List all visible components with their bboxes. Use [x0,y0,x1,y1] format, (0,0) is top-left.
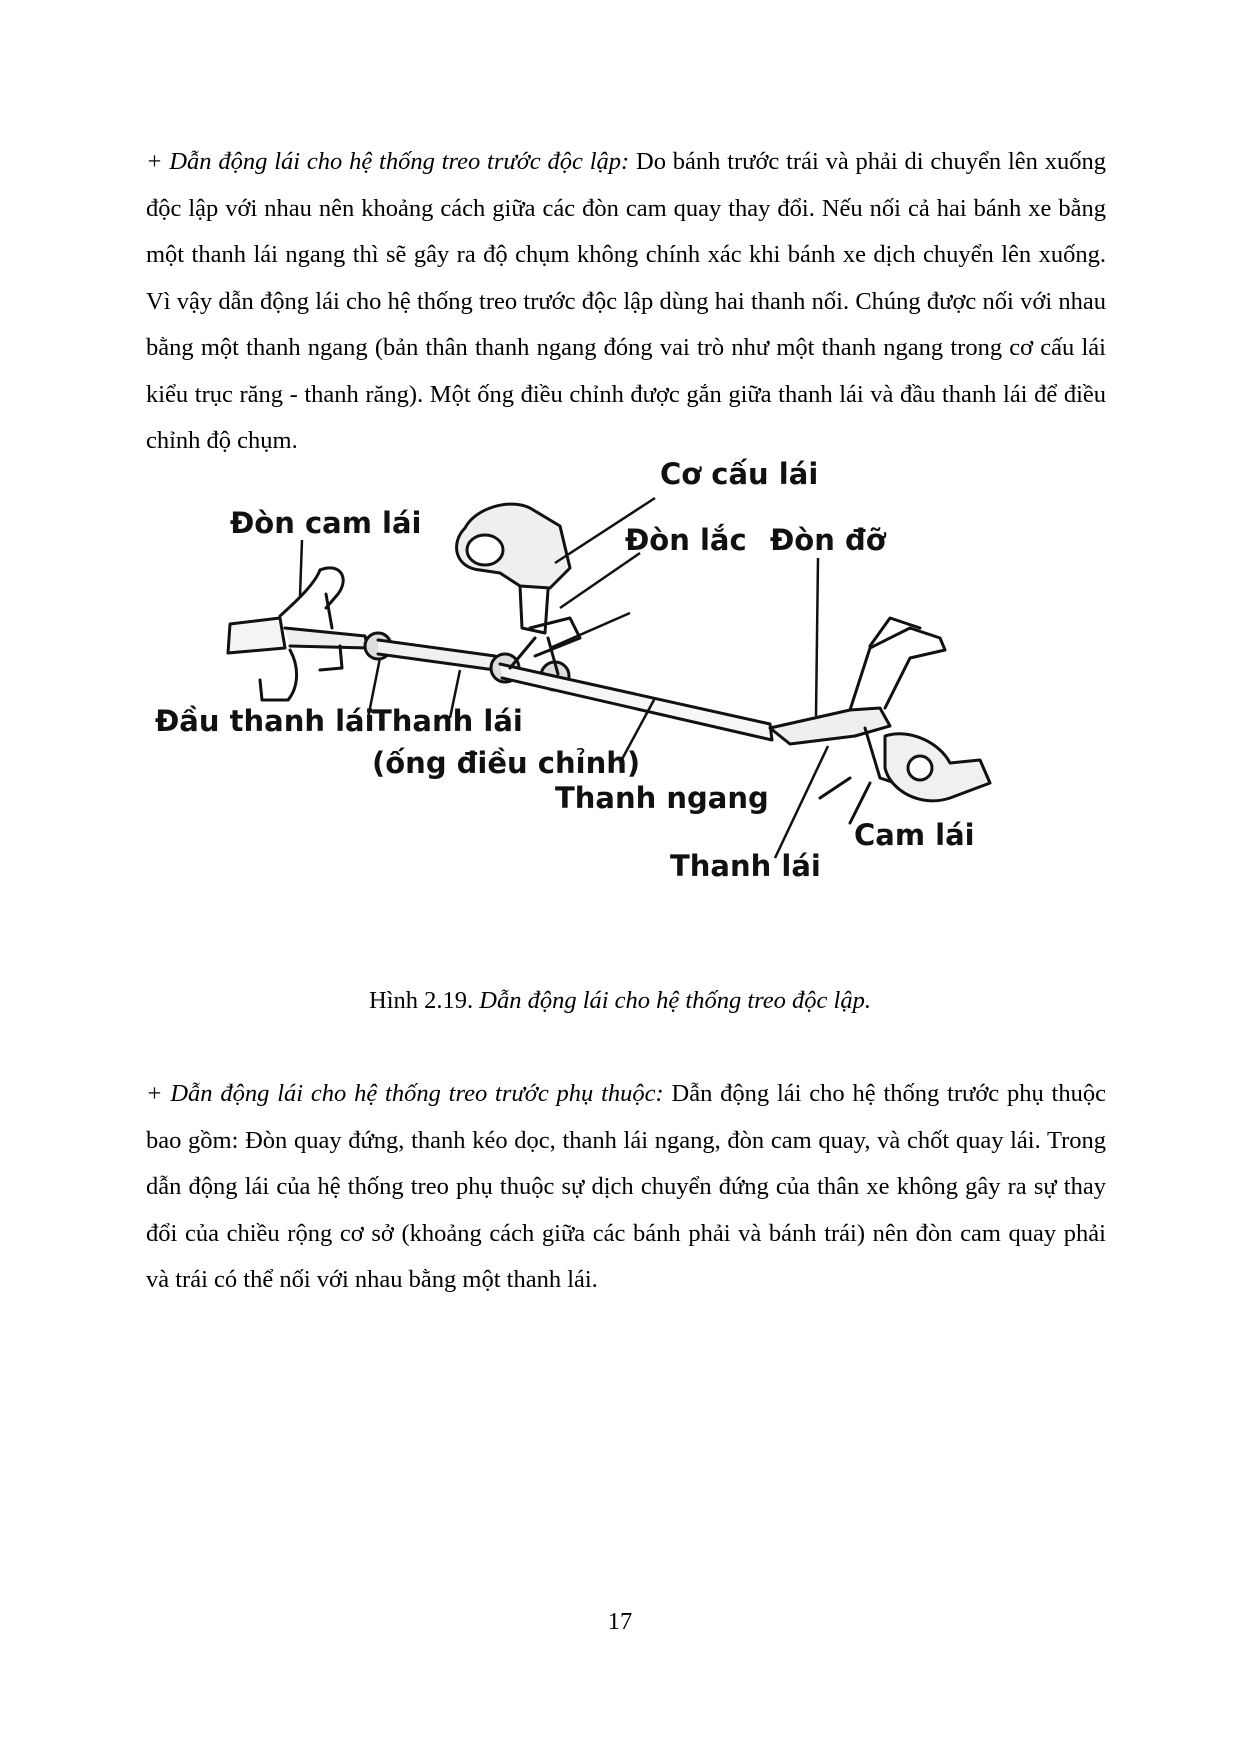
paragraph-body: Do bánh trước trái và phải di chuyển lên xuống độc lập với nhau nên khoảng cách giữa các đòn cam quay thay đổi. Nếu nối cả hai bánh xe bằng một thanh lái ngang thì sẽ gây ra độ chụm không chính xác khi bánh xe dịch chuyển lên xuống. Vì vậy dẫn động lái cho hệ thống treo trước độc lập dùng hai thanh nối. Chúng được nối với nhau bằng một thanh ngang (bản thân thanh ngang đóng vai trò như một thanh ngang trong cơ cấu lái kiểu trục răng - thanh răng). Một ống điều chỉnh được gắn giữa thanh lái và đầu thanh lái để điều chỉnh độ chụm. [146,148,1106,454]
label-relay-rod: Thanh ngang [555,781,769,815]
label-knuckle: Cam lái [854,818,975,852]
label-tie-rod-end: Đầu thanh lái [155,704,375,738]
section-heading-dependent: + Dẫn động lái cho hệ thống treo trước phụ thuộc: [146,1080,664,1107]
paragraph-dependent-suspension [146,1071,1106,1304]
label-adjusting-tube: (ống điều chỉnh) [372,746,641,780]
label-steering-gear: Cơ cấu lái [660,457,819,491]
steering-linkage-figure [150,457,1110,988]
label-steering-knuckle-arm: Đòn cam lái [230,506,422,540]
label-pitman-arm: Đòn lắc [625,523,747,557]
figure-caption [0,985,1240,1017]
paragraph-independent-suspension [146,139,1106,465]
label-tie-rod-right: Thanh lái [670,849,821,883]
caption-number: Hình 2.19. [369,987,474,1014]
paragraph-body: Dẫn động lái cho hệ thống trước phụ thuộc bao gồm: Đòn quay đứng, thanh kéo dọc, thanh lái ngang, đòn cam quay, và chốt quay lái. Trong dẫn động lái của hệ thống treo phụ thuộc sự dịch chuyển đứng của thân xe không gây ra sự thay đổi của chiều rộng cơ sở (khoảng cách giữa các bánh phải và bánh trái) nên đòn cam quay phải và trái có thể nối với nhau bằng một thanh lái. [146,1080,1106,1293]
steering-linkage-diagram [150,457,1110,988]
label-idler-arm: Đòn đỡ [770,523,886,557]
label-tie-rod: Thanh lái [372,704,523,738]
caption-text: Dẫn động lái cho hệ thống treo độc lập. [473,987,871,1014]
page-number: 17 [607,1608,633,1635]
section-heading-independent: + Dẫn động lái cho hệ thống treo trước độc lập: [146,148,630,175]
